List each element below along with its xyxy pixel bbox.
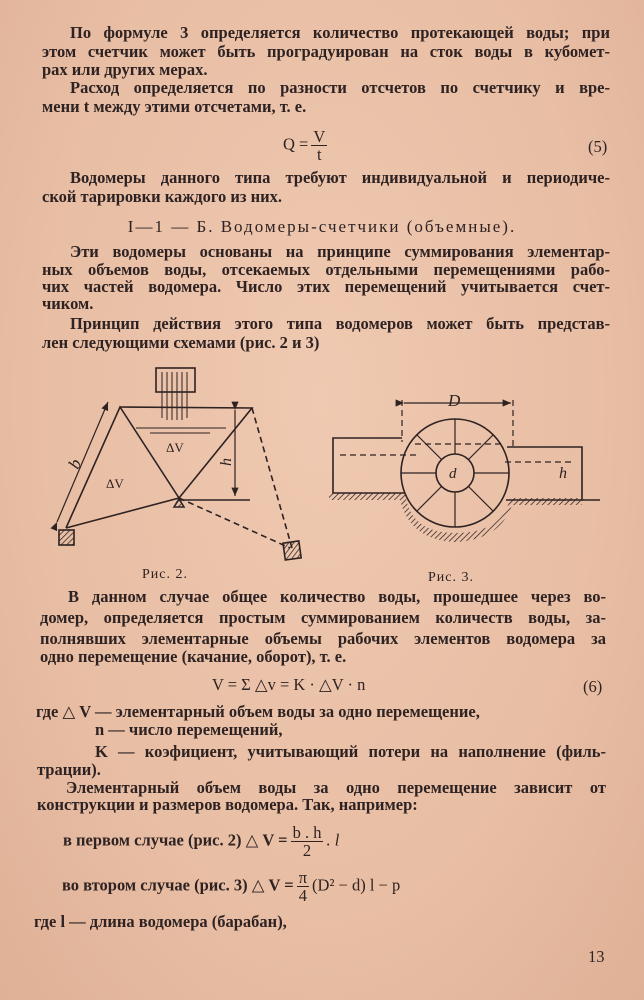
text-line: Водомеры данного типа требуют индивидуальной и периодиче- (70, 168, 610, 187)
text-line: где l — длина водомера (барабан), (34, 912, 287, 931)
text-line: лен следующими схемами (рис. 2 и 3) (42, 333, 320, 352)
text-line: Эти водомеры основаны на принципе суммирования элементар- (70, 242, 610, 261)
definition-line: K — коэфициент, учитывающий потери на наполнение (филь- (95, 742, 606, 761)
text-line: конструкции и размеров водомера. Так, например: (37, 795, 418, 814)
text-line: одно перемещение (качание, оборот), т. е. (40, 647, 347, 666)
definition-line: n — число перемещений, (95, 720, 283, 739)
figure-2-caption: Рис. 2. (142, 567, 188, 582)
equation-number-5: (5) (588, 137, 608, 156)
section-heading: I—1 — Б. Водомеры-счетчики (объемные). (127, 217, 517, 236)
definition-line: где △ V — элементарный объем воды за одно перемещение, (36, 702, 480, 721)
label-D: D (448, 391, 461, 410)
formula-5: Q = $\frac{V}{t}$ (283, 127, 326, 164)
label-delta-v: ΔV (166, 440, 184, 455)
page-number: 13 (588, 947, 605, 966)
formula-6: V = Σ △v = K · △V · n (212, 675, 366, 694)
text-line: Расход определяется по разности отсчетов по счетчику и вре- (70, 78, 610, 97)
label-b: b (64, 455, 86, 472)
text-line: ской тарировки каждого из них. (42, 187, 282, 206)
text-line: полнявших элементарные объемы рабочих элементов водомера за (40, 629, 606, 648)
text-line: чиком. (42, 294, 94, 313)
text-line: чих частей водомера. Число этих перемещений учитывается счет- (42, 277, 610, 296)
figure-3-caption: Рис. 3. (428, 570, 474, 585)
text-line: По формуле 3 определяется количество протекающей воды; при (70, 23, 610, 42)
equation-number-6: (6) (583, 677, 603, 696)
label-h: h (218, 458, 235, 466)
figure-2-drawing (57, 368, 301, 560)
text-line: рах или других мерах. (42, 60, 208, 79)
case-1-formula: в первом случае (рис. 2) △ V = $\frac{b . h}{2}$ . l (63, 823, 340, 860)
text-line: Элементарный объем воды за одно перемещение зависит от (66, 778, 606, 797)
text-line: Принцип действия этого типа водомеров может быть представ- (70, 314, 610, 333)
label-delta-v: ΔV (106, 476, 124, 491)
label-d: d (449, 466, 457, 482)
text-line: этом счетчик может быть проградуирован на сток воды в кубомет- (42, 42, 610, 61)
case-2-formula: во втором случае (рис. 3) △ V = $\frac{\pi}{4}$ (D² − d) l − p (62, 868, 401, 905)
definition-line: трации). (37, 760, 101, 779)
text-line: домер, определяется простым суммированием количеств воды, за- (40, 608, 606, 627)
text-line: ных объемов воды, отсекаемых отдельными перемещениями рабо- (42, 260, 610, 279)
label-h: h (559, 465, 567, 482)
text-line: В данном случае общее количество воды, прошедшее через во- (68, 587, 606, 606)
text-line: мени t между этими отсчетами, т. е. (42, 97, 307, 116)
